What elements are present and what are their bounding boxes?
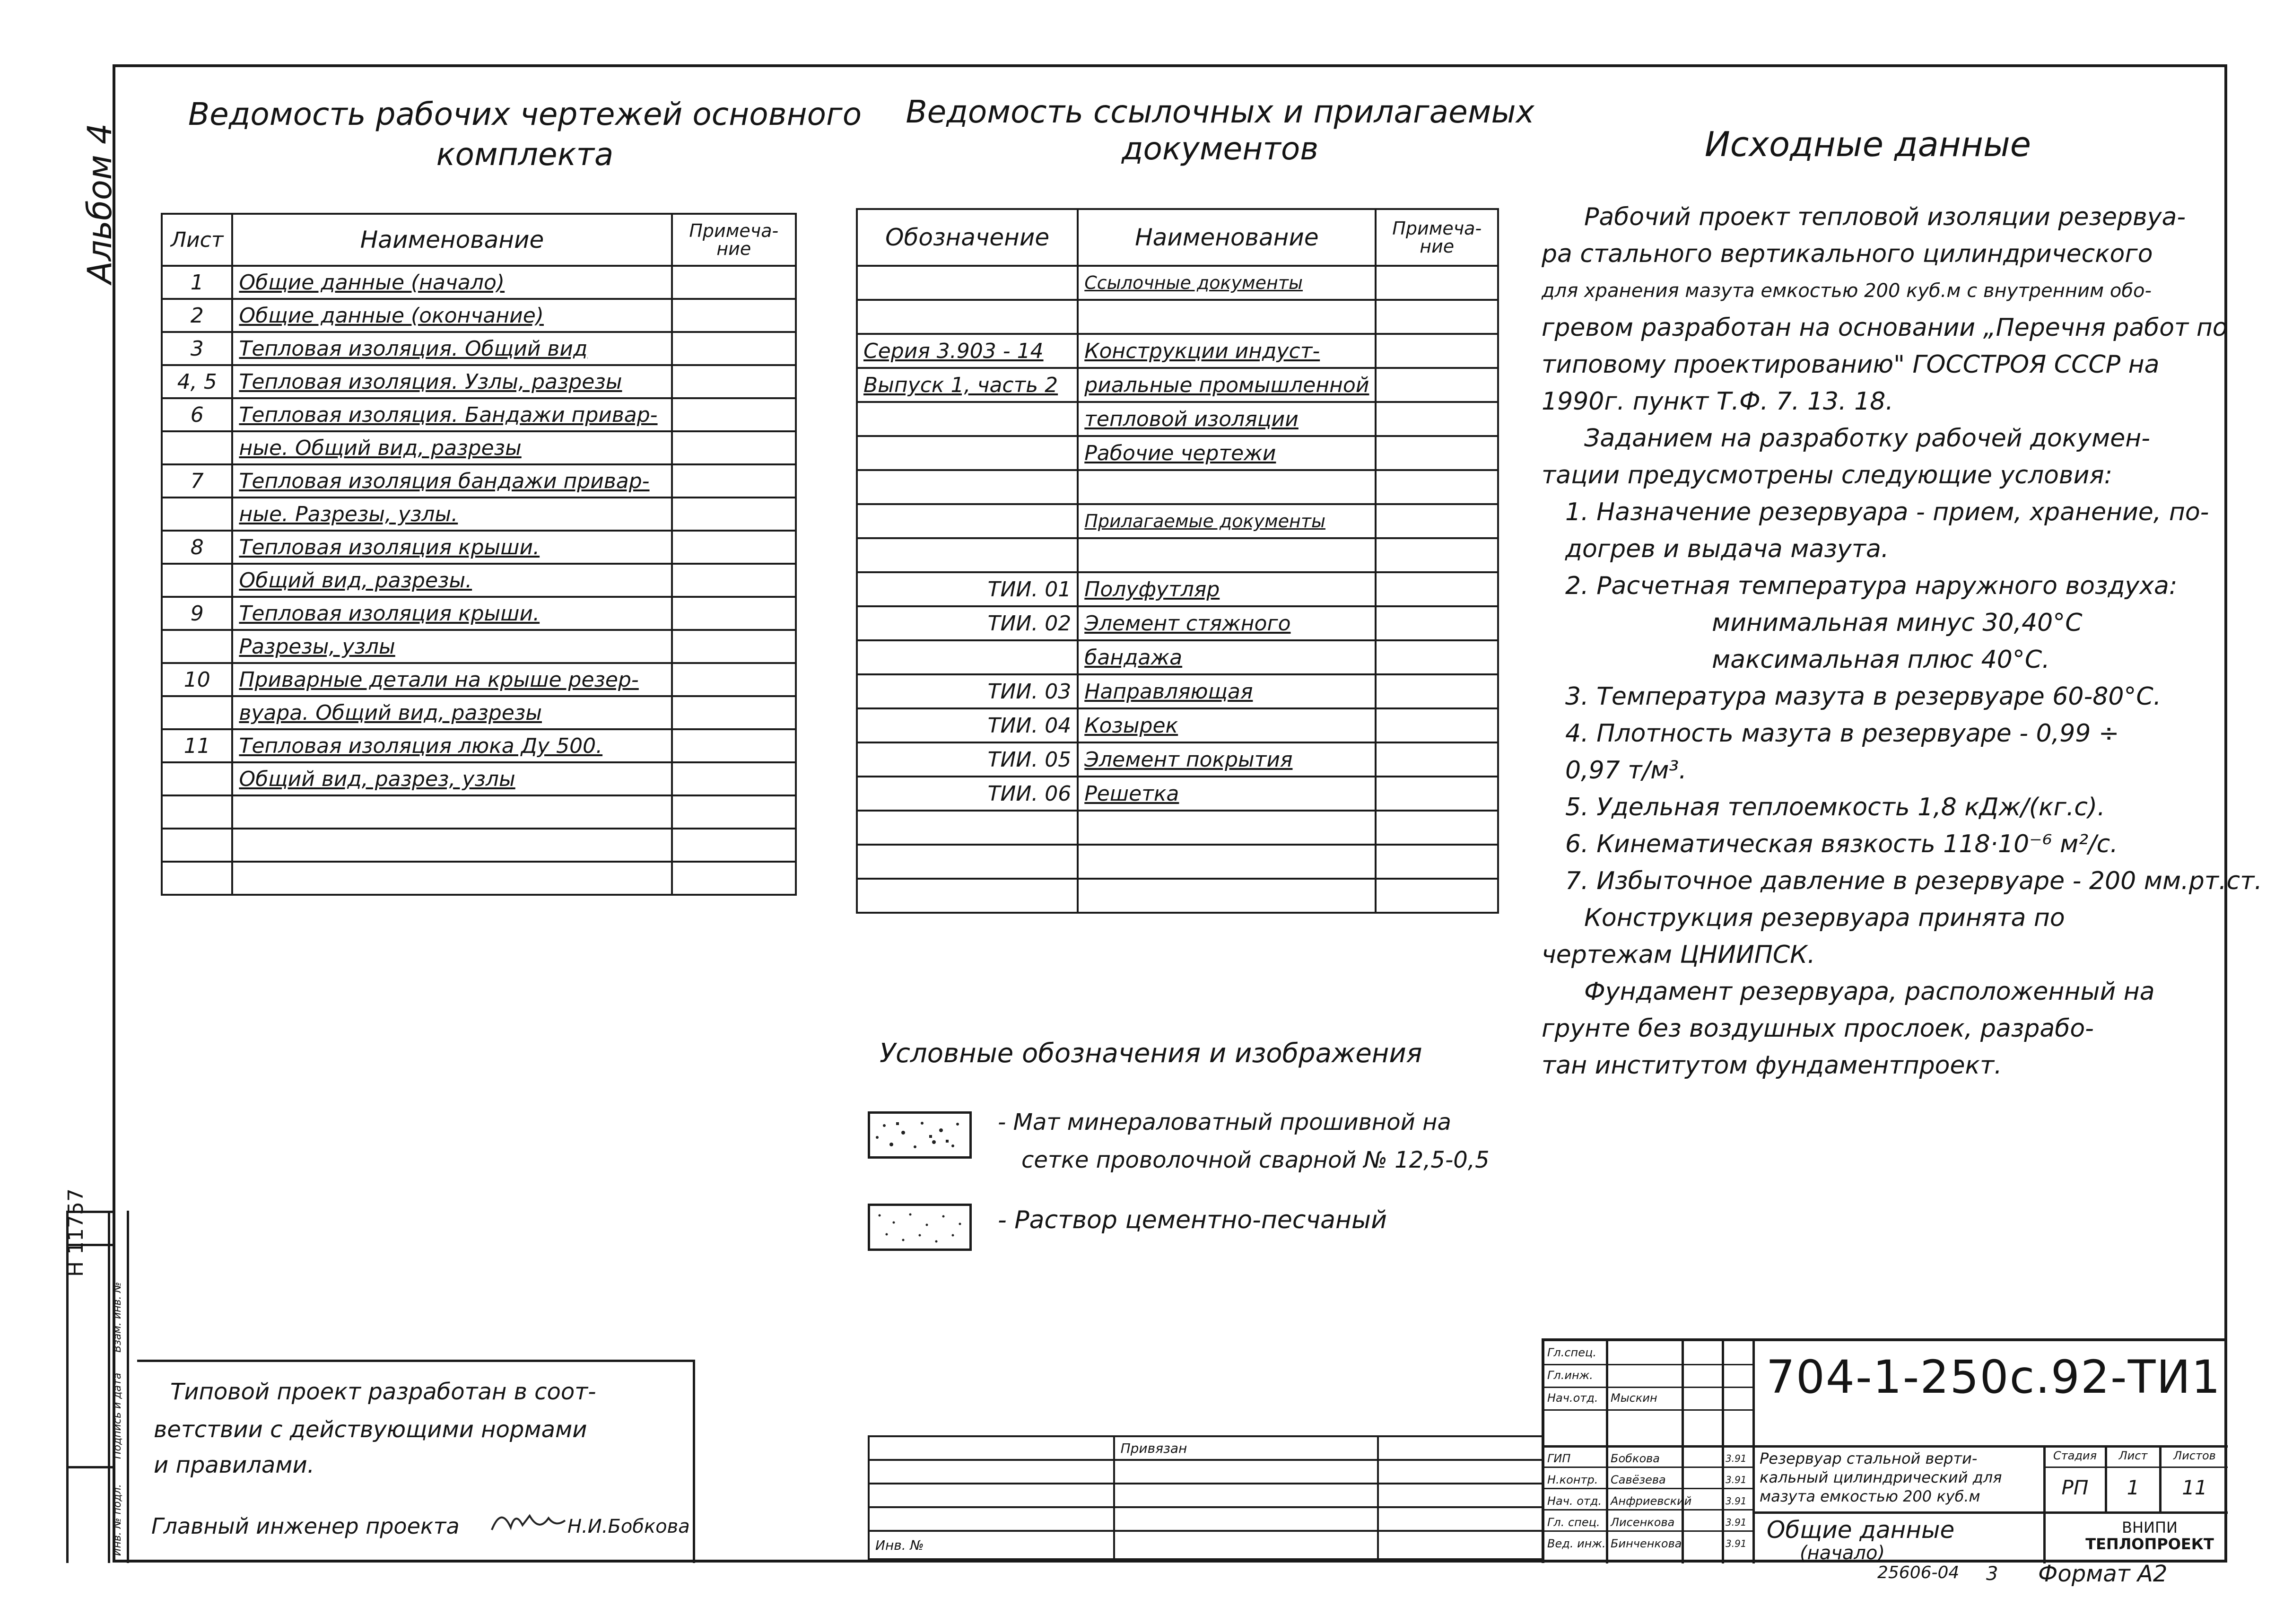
- inv-label: Инв. №: [869, 1531, 1114, 1559]
- table-row: [857, 368, 1498, 402]
- document-name-cell: Элемент стяжного: [1078, 606, 1376, 640]
- table-row: [162, 862, 796, 895]
- source-data-line: типовому проектированию" ГОССТРОЯ СССР на: [1542, 350, 2160, 379]
- sheet-number: [162, 431, 232, 464]
- drawing-name: вуара. Общий вид, разрезы: [232, 696, 671, 729]
- document-name-cell: Направляющая: [1078, 674, 1376, 708]
- table-row: [162, 597, 796, 630]
- col-header-code: Обозначение: [857, 209, 1078, 266]
- document-name-cell: [1078, 538, 1376, 572]
- strip-label-inv: Инв. № подл.: [112, 1484, 123, 1556]
- source-data-title: Исходные данные: [1704, 124, 2031, 164]
- roles-column: [1547, 1448, 1606, 1554]
- drawing-note: [672, 498, 796, 531]
- source-data-line: тации предусмотрены следующие условия:: [1542, 461, 2113, 489]
- note-block-right-line: [693, 1360, 695, 1563]
- document-code-cell: [857, 845, 1078, 879]
- document-note-cell: [1376, 266, 1498, 300]
- document-note-cell: [1376, 538, 1498, 572]
- document-name-cell: Козырек: [1078, 708, 1376, 742]
- left-strip-divider-2: [66, 1466, 113, 1468]
- sign-date: 3.91: [1726, 1495, 1747, 1507]
- drawing-name: Тепловая изоляция. Узлы, разрезы: [232, 365, 671, 398]
- source-data-line: Конструкция резервуара принята по: [1584, 904, 2065, 932]
- table-row: [857, 708, 1498, 742]
- document-note-cell: [1376, 640, 1498, 674]
- drawing-note: [672, 862, 796, 895]
- table-row: [162, 299, 796, 332]
- format-label: Формат А2: [2038, 1561, 2168, 1587]
- table-row: [857, 436, 1498, 470]
- table-row: [162, 630, 796, 663]
- role-label: Н.контр.: [1547, 1473, 1598, 1486]
- sheet-number: [162, 762, 232, 795]
- source-data-line: тан институтом фундаментпроект.: [1542, 1051, 2002, 1080]
- drawing-note: [672, 630, 796, 663]
- middle-title-line1: Ведомость ссылочных и прилагаемых: [906, 94, 1534, 130]
- drawing-note: [672, 696, 796, 729]
- table-row: [162, 729, 796, 762]
- document-name-cell: тепловой изоляции: [1078, 402, 1376, 436]
- document-code-cell: [857, 879, 1078, 913]
- source-data-line: ра стального вертикального цилиндрического: [1542, 240, 2153, 268]
- album-label: Альбом 4: [80, 123, 119, 284]
- legend-item2: - Раствор цементно-песчаный: [998, 1206, 1387, 1234]
- note-block-top-line: [137, 1360, 695, 1362]
- sign-date: 3.91: [1726, 1453, 1747, 1464]
- stage-value: РП: [2061, 1476, 2089, 1499]
- drawing-name: [232, 795, 671, 829]
- role-label: Гл. спец.: [1547, 1516, 1600, 1529]
- drawing-note: [672, 431, 796, 464]
- sheet-title-line2: (начало): [1800, 1542, 1885, 1564]
- legend-swatch-mineral-wool: [868, 1111, 972, 1159]
- document-code-cell: [857, 811, 1078, 845]
- document-code-cell: ТИИ. 05: [857, 742, 1078, 777]
- document-code-cell: [857, 300, 1078, 334]
- document-code: 704-1-250с.92-ТИ1: [1766, 1351, 2222, 1404]
- document-name-cell: [1078, 470, 1376, 504]
- source-data-line: Заданием на разработку рабочей докумен-: [1584, 424, 2150, 453]
- sheet-number: 3: [162, 332, 232, 365]
- note-line3: и правилами.: [154, 1452, 314, 1478]
- table-row: [857, 504, 1498, 538]
- sheet-number: [162, 829, 232, 862]
- role-label: Вед. инж.: [1547, 1537, 1606, 1550]
- document-name-cell: Элемент покрытия: [1078, 742, 1376, 777]
- drawing-name: Тепловая изоляция люка Ду 500.: [232, 729, 671, 762]
- strip-label-replaced: Взам. инв. №: [112, 1282, 123, 1353]
- drawing-name: Общие данные (окончание): [232, 299, 671, 332]
- table-row: [857, 470, 1498, 504]
- sheet-number: 9: [162, 597, 232, 630]
- table-row: [162, 829, 796, 862]
- table-row: [857, 811, 1498, 845]
- table-row: [162, 663, 796, 696]
- table-row: [857, 402, 1498, 436]
- table-row: [162, 531, 796, 564]
- drawing-name: [232, 862, 671, 895]
- table-row: [162, 365, 796, 398]
- table-row: [857, 334, 1498, 368]
- source-data-line: минимальная минус 30,40°С: [1712, 609, 2083, 637]
- drawing-note: [672, 299, 796, 332]
- names-column: [1611, 1448, 1691, 1554]
- document-code-cell: ТИИ. 04: [857, 708, 1078, 742]
- document-code-cell: [857, 538, 1078, 572]
- role-label: Нач. отд.: [1547, 1494, 1602, 1508]
- upper-role-1: Гл.спец.: [1547, 1346, 1596, 1359]
- sheet-number: 4, 5: [162, 365, 232, 398]
- sheet-number: [162, 696, 232, 729]
- document-name-cell: Ссылочные документы: [1078, 266, 1376, 300]
- person-name: Савёзева: [1611, 1473, 1666, 1486]
- document-code-cell: [857, 436, 1078, 470]
- drawing-note: [672, 365, 796, 398]
- left-title-line1: Ведомость рабочих чертежей основного: [188, 96, 862, 132]
- sheet-number: [162, 862, 232, 895]
- table-row: [857, 300, 1498, 334]
- drawings-list-table: [161, 213, 797, 896]
- drawing-name: [232, 829, 671, 862]
- copy-number: 25606-04: [1877, 1563, 1960, 1582]
- sign-date: 3.91: [1726, 1517, 1747, 1528]
- stage-header: Стадия: [2053, 1449, 2097, 1462]
- role-label: ГИП: [1547, 1452, 1571, 1465]
- table-row: [857, 674, 1498, 708]
- drawing-name: Приварные детали на крыше резер-: [232, 663, 671, 696]
- source-data-line: чертежам ЦНИИПСК.: [1542, 941, 1815, 969]
- drawing-note: [672, 564, 796, 597]
- table-row: [162, 795, 796, 829]
- document-code-cell: Серия 3.903 - 14: [857, 334, 1078, 368]
- drawing-name: Тепловая изоляция бандажи привар-: [232, 464, 671, 498]
- binding-table: [868, 1435, 1544, 1560]
- table-row: [162, 464, 796, 498]
- document-note-cell: [1376, 470, 1498, 504]
- drawing-name: Тепловая изоляция. Общий вид: [232, 332, 671, 365]
- document-name-cell: Решетка: [1078, 777, 1376, 811]
- sheets-value: 11: [2182, 1476, 2207, 1499]
- document-note-cell: [1376, 777, 1498, 811]
- table-row: [162, 696, 796, 729]
- document-name-cell: бандажа: [1078, 640, 1376, 674]
- sheet-number: 8: [162, 531, 232, 564]
- col-header-docname: Наименование: [1078, 209, 1376, 266]
- document-code-cell: [857, 402, 1078, 436]
- document-code-cell: ТИИ. 01: [857, 572, 1078, 606]
- source-data-line: 7. Избыточное давление в резервуаре - 200 мм.рт.ст.: [1565, 867, 2262, 895]
- source-data-line: Фундамент резервуара, расположенный на: [1584, 978, 2155, 1006]
- drawing-name: ные. Разрезы, узлы.: [232, 498, 671, 531]
- source-data-text: [1542, 199, 2262, 1084]
- organization-line2: ТЕПЛОПРОЕКТ: [2085, 1535, 2214, 1553]
- drawing-note: [672, 464, 796, 498]
- table-row: [162, 498, 796, 531]
- drawing-name: Общий вид, разрезы.: [232, 564, 671, 597]
- legend-item1-line1: - Мат минераловатный прошивной на: [998, 1109, 1451, 1135]
- col-header-note: Примеча- ние: [672, 214, 796, 266]
- document-note-cell: [1376, 436, 1498, 470]
- drawing-note: [672, 795, 796, 829]
- document-note-cell: [1376, 368, 1498, 402]
- document-name-cell: Конструкции индуст-: [1078, 334, 1376, 368]
- left-strip-middle-line: [127, 1211, 129, 1563]
- col-header-name: Наименование: [232, 214, 671, 266]
- table-row: [857, 572, 1498, 606]
- sign-date: 3.91: [1726, 1538, 1747, 1549]
- drawing-note: [672, 762, 796, 795]
- sheet-number: 1: [162, 266, 232, 299]
- document-note-cell: [1376, 845, 1498, 879]
- sheet-number: [162, 564, 232, 597]
- table-row: [162, 431, 796, 464]
- sheet-number: 11: [162, 729, 232, 762]
- upper-name-3: Мыскин: [1611, 1391, 1657, 1405]
- sheet-value: 1: [2127, 1476, 2140, 1499]
- document-code-cell: [857, 266, 1078, 300]
- document-code-cell: Выпуск 1, часть 2: [857, 368, 1078, 402]
- chief-engineer-signature: [487, 1502, 567, 1539]
- object-text: Резервуар стальной верти-кальный цилиндрический для мазута емкостью 200 куб.м: [1760, 1449, 2002, 1505]
- table-row: [857, 742, 1498, 777]
- sheet-number: [162, 630, 232, 663]
- source-data-line: 1990г. пункт Т.Ф. 7. 13. 18.: [1542, 387, 1893, 416]
- document-note-cell: [1376, 674, 1498, 708]
- drawing-name: Тепловая изоляция. Бандажи привар-: [232, 398, 671, 431]
- table-row: [857, 606, 1498, 640]
- sheet-number: [162, 498, 232, 531]
- document-name-cell: [1078, 811, 1376, 845]
- chief-engineer-name: Н.И.Бобкова: [567, 1516, 690, 1537]
- organization-line1: ВНИПИ: [2122, 1519, 2178, 1537]
- left-strip-outer-line: [108, 1211, 110, 1563]
- drawing-name: ные. Общий вид, разрезы: [232, 431, 671, 464]
- drawing-note: [672, 597, 796, 630]
- drawing-note: [672, 531, 796, 564]
- document-name-cell: [1078, 300, 1376, 334]
- document-note-cell: [1376, 879, 1498, 913]
- strip-label-signature: Подпись и дата: [112, 1372, 123, 1459]
- sheet-number: 2: [162, 299, 232, 332]
- document-note-cell: [1376, 708, 1498, 742]
- table-row: [857, 538, 1498, 572]
- table-row: [162, 266, 796, 299]
- source-data-line: 4. Плотность мазута в резервуаре - 0,99 ÷: [1565, 719, 2119, 748]
- source-data-line: 6. Кинематическая вязкость 118·10⁻⁶ м²/с.: [1565, 830, 2118, 858]
- sign-date: 3.91: [1726, 1474, 1747, 1485]
- table-row: [857, 266, 1498, 300]
- document-name-cell: [1078, 879, 1376, 913]
- source-data-line: максимальная плюс 40°С.: [1712, 646, 2050, 674]
- document-code-cell: ТИИ. 06: [857, 777, 1078, 811]
- left-title-line2: комплекта: [436, 136, 614, 173]
- document-name-cell: риальные промышленной: [1078, 368, 1376, 402]
- document-note-cell: [1376, 402, 1498, 436]
- note-line2: ветствии с действующими нормами: [154, 1416, 587, 1443]
- upper-role-2: Гл.инж.: [1547, 1369, 1593, 1382]
- source-data-line: грунте без воздушных прослоек, разрабо-: [1542, 1014, 2094, 1043]
- table-row: [857, 640, 1498, 674]
- document-note-cell: [1376, 742, 1498, 777]
- drawing-name: Общие данные (начало): [232, 266, 671, 299]
- sheets-header: Листов: [2173, 1449, 2216, 1462]
- source-data-line: Рабочий проект тепловой изоляции резервуа-: [1584, 203, 2186, 231]
- drawing-note: [672, 266, 796, 299]
- document-note-cell: [1376, 811, 1498, 845]
- documents-list-table: [856, 208, 1499, 914]
- document-code-cell: [857, 470, 1078, 504]
- drawing-note: [672, 729, 796, 762]
- sheet-title-line1: Общие данные: [1767, 1516, 1955, 1544]
- source-data-line: 0,97 т/м³.: [1565, 756, 1687, 785]
- sheet-number: [162, 795, 232, 829]
- source-data-line: 2. Расчетная температура наружного воздуха:: [1565, 572, 2178, 600]
- middle-title-line2: документов: [1121, 131, 1319, 167]
- drawing-note: [672, 663, 796, 696]
- person-name: Лисенкова: [1611, 1516, 1675, 1529]
- table-row: [857, 879, 1498, 913]
- note-line1: Типовой проект разработан в соот-: [170, 1379, 596, 1405]
- document-note-cell: [1376, 504, 1498, 538]
- drawing-name: Общий вид, разрез, узлы: [232, 762, 671, 795]
- upper-role-3: Нач.отд.: [1547, 1391, 1598, 1405]
- document-code-cell: [857, 504, 1078, 538]
- copy-sheet: 3: [1986, 1563, 1998, 1585]
- document-note-cell: [1376, 606, 1498, 640]
- title-block: [1542, 1338, 2227, 1563]
- document-name-cell: Полуфутляр: [1078, 572, 1376, 606]
- document-note-cell: [1376, 300, 1498, 334]
- table-row: [162, 332, 796, 365]
- source-data-line: гревом разработан на основании „Перечня работ по: [1542, 314, 2228, 342]
- drawing-name: Тепловая изоляция крыши.: [232, 597, 671, 630]
- table-row: [162, 398, 796, 431]
- inventory-number: Н 11757: [64, 1188, 88, 1277]
- sheet-number: 7: [162, 464, 232, 498]
- person-name: Бобкова: [1611, 1452, 1660, 1465]
- table-row: [857, 777, 1498, 811]
- chief-engineer-label: Главный инженер проекта: [151, 1513, 460, 1539]
- source-data-line: 5. Удельная теплоемкость 1,8 кДж/(кг.с).: [1565, 793, 2105, 821]
- person-name: Бинченкова: [1611, 1537, 1682, 1550]
- col-header-sheet: Лист: [162, 214, 232, 266]
- table-row: [162, 762, 796, 795]
- document-note-cell: [1376, 334, 1498, 368]
- document-name-cell: Прилагаемые документы: [1078, 504, 1376, 538]
- source-data-line: для хранения мазута емкостью 200 куб.м с внутренним обо-: [1542, 280, 2152, 302]
- table-row: [857, 845, 1498, 879]
- drawing-note: [672, 332, 796, 365]
- document-code-cell: ТИИ. 02: [857, 606, 1078, 640]
- document-code-cell: [857, 640, 1078, 674]
- drawing-note: [672, 398, 796, 431]
- legend-title: Условные обозначения и изображения: [880, 1038, 1422, 1069]
- document-name-cell: [1078, 845, 1376, 879]
- binding-label: Привязан: [1114, 1436, 1378, 1460]
- drawing-name: Тепловая изоляция крыши.: [232, 531, 671, 564]
- source-data-line: 3. Температура мазута в резервуаре 60-80°С.: [1565, 682, 2162, 711]
- dates-column: [1726, 1448, 1747, 1554]
- sheet-header: Лист: [2118, 1449, 2148, 1462]
- source-data-line: догрев и выдача мазута.: [1565, 535, 1889, 563]
- drawing-name: Разрезы, узлы: [232, 630, 671, 663]
- sheet-number: 6: [162, 398, 232, 431]
- person-name: Анфриевский: [1611, 1494, 1692, 1508]
- document-note-cell: [1376, 572, 1498, 606]
- legend-item1-line2: сетке проволочной сварной № 12,5-0,5: [1021, 1147, 1490, 1173]
- source-data-line: 1. Назначение резервуара - прием, хранение, по-: [1565, 498, 2209, 526]
- legend-swatch-cement-mortar: [868, 1204, 972, 1251]
- table-row: [162, 564, 796, 597]
- drawing-note: [672, 829, 796, 862]
- sheet-number: 10: [162, 663, 232, 696]
- document-code-cell: ТИИ. 03: [857, 674, 1078, 708]
- col-header-docnote: Примеча- ние: [1376, 209, 1498, 266]
- document-name-cell: Рабочие чертежи: [1078, 436, 1376, 470]
